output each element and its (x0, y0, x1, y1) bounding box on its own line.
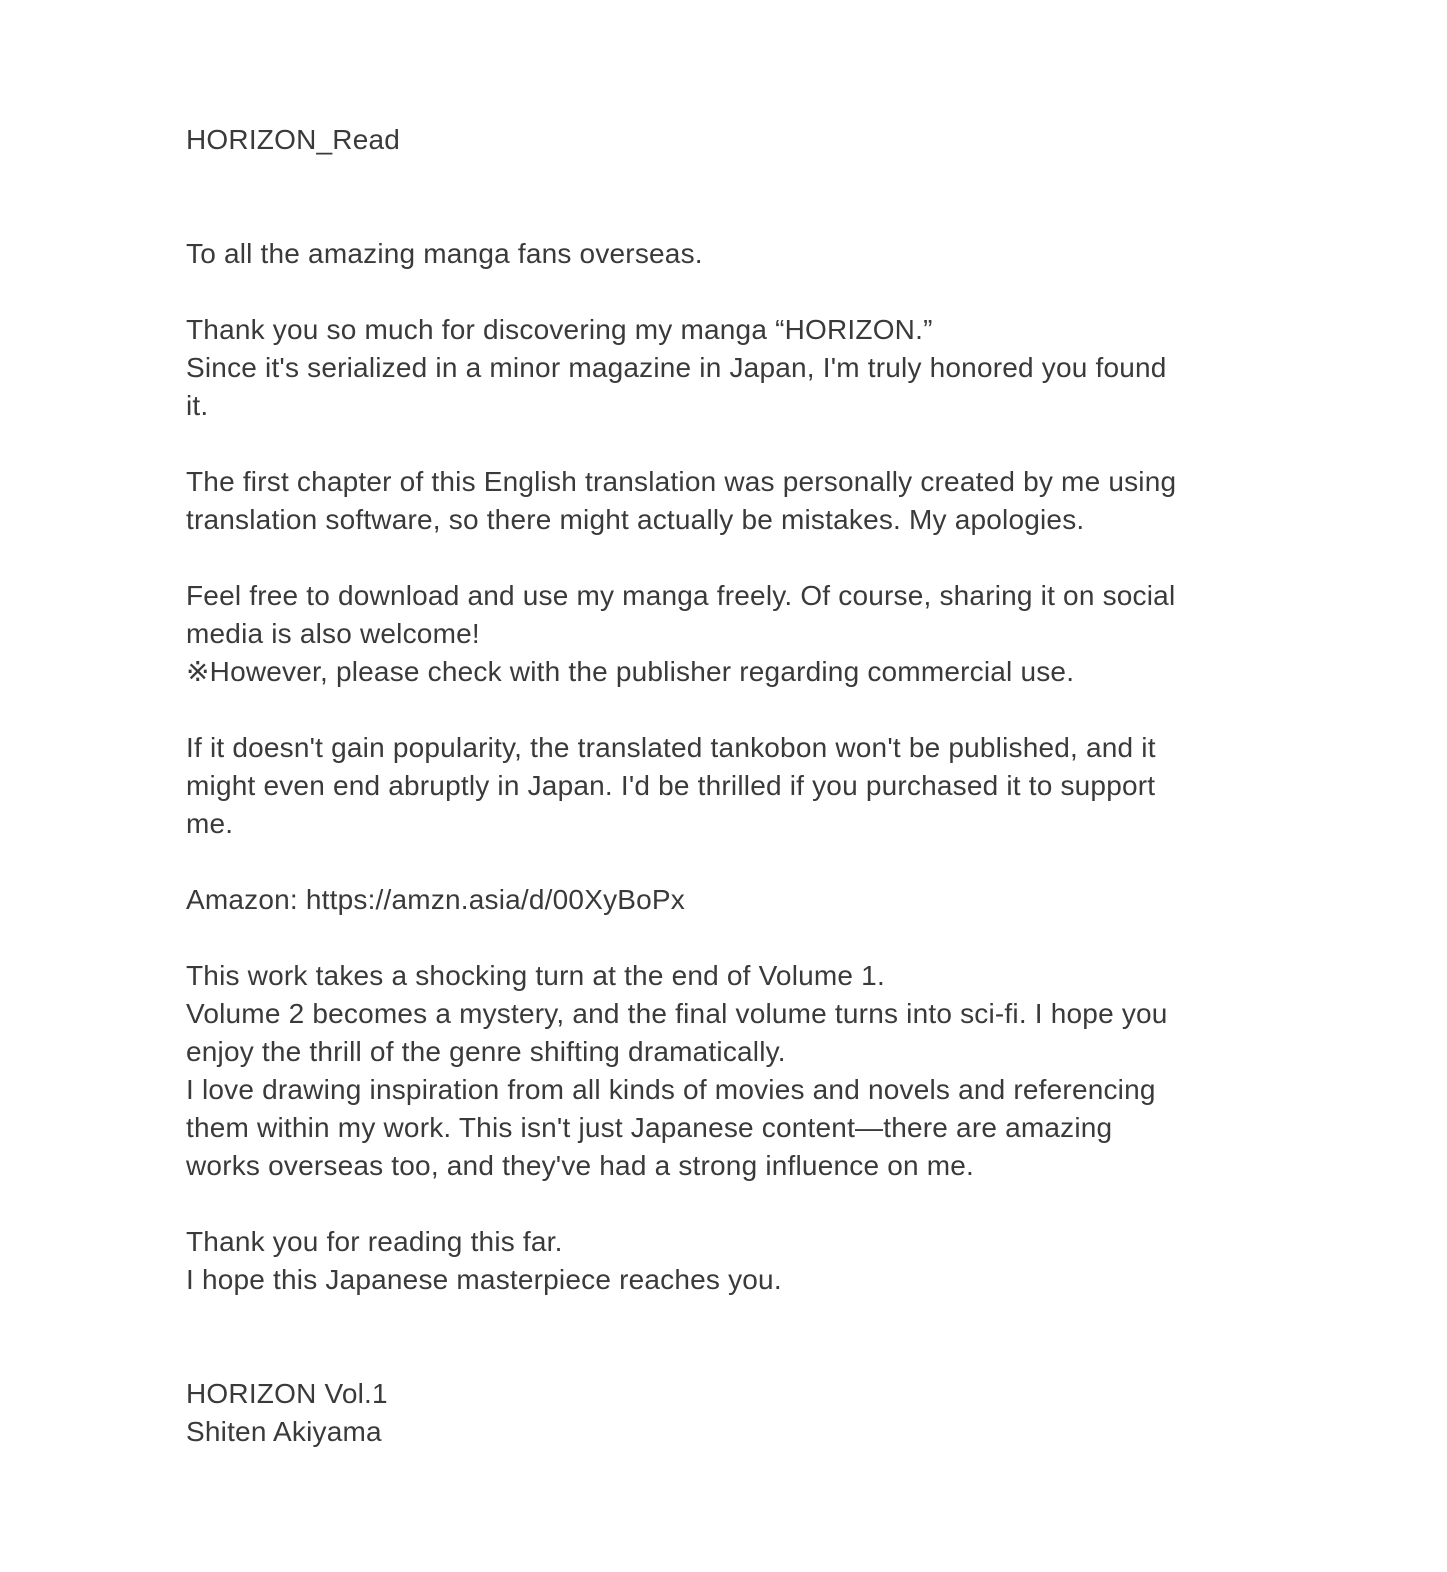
paragraph-line: works overseas too, and they've had a strong influence on me. (186, 1150, 974, 1181)
paragraph-line: ※However, please check with the publisher regarding commercial use. (186, 656, 1075, 687)
paragraph-line: enjoy the thrill of the genre shifting dramatically. (186, 1036, 786, 1067)
signature-book: HORIZON Vol.1 (186, 1378, 388, 1409)
paragraph-line: translation software, so there might actually be mistakes. My apologies. (186, 504, 1085, 535)
paragraph-line: Thank you for reading this far. (186, 1226, 563, 1257)
greeting-line: To all the amazing manga fans overseas. (186, 238, 703, 269)
signature-author: Shiten Akiyama (186, 1416, 382, 1447)
paragraph-line: If it doesn't gain popularity, the translated tankobon won't be published, and it (186, 732, 1156, 763)
paragraph-line: The first chapter of this English translation was personally created by me using (186, 466, 1177, 497)
paragraph-line: media is also welcome! (186, 618, 480, 649)
paragraph-line: Since it's serialized in a minor magazine in Japan, I'm truly honored you found (186, 352, 1167, 383)
paragraph-line: I love drawing inspiration from all kinds of movies and novels and referencing (186, 1074, 1156, 1105)
amazon-link-line: Amazon: https://amzn.asia/d/00XyBoPx (186, 884, 686, 915)
paragraph-line: This work takes a shocking turn at the end of Volume 1. (186, 960, 885, 991)
paragraph-line: might even end abruptly in Japan. I'd be thrilled if you purchased it to support (186, 770, 1156, 801)
paragraph-line: it. (186, 390, 209, 421)
document-title: HORIZON_Read (186, 124, 401, 155)
paragraph-line: Thank you so much for discovering my manga “HORIZON.” (186, 314, 933, 345)
paragraph-line: them within my work. This isn't just Japanese content—there are amazing (186, 1112, 1113, 1143)
paragraph-line: me. (186, 808, 234, 839)
paragraph-line: Volume 2 becomes a mystery, and the final volume turns into sci-fi. I hope you (186, 998, 1168, 1029)
paragraph-line: Feel free to download and use my manga freely. Of course, sharing it on social (186, 580, 1176, 611)
paragraph-line: I hope this Japanese masterpiece reaches you. (186, 1264, 782, 1295)
